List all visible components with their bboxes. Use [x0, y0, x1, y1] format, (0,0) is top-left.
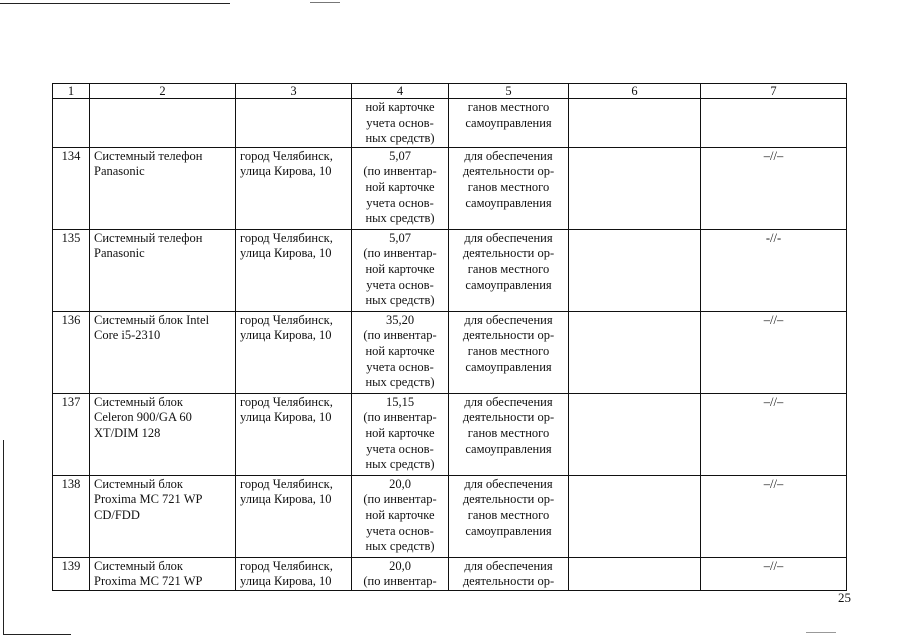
- column7-cell: –//–: [701, 393, 847, 475]
- table-row: [53, 229, 847, 311]
- cell-text: учета основ-: [366, 115, 434, 130]
- cell-text: (по инвентар-: [363, 492, 437, 507]
- cell-text: (по инвентар-: [363, 164, 437, 179]
- cell-text: город Челябинск,: [240, 394, 333, 409]
- cell-text: ных средств): [365, 131, 435, 146]
- column-number: 6: [569, 84, 701, 99]
- table-row: [53, 147, 847, 229]
- scan-artifact-bottom-right: [806, 632, 836, 633]
- column6-cell: [569, 311, 701, 393]
- cell-text: ной карточке: [365, 179, 435, 194]
- cell-text: 15,15: [385, 394, 415, 409]
- cell-text: деятельности ор-: [462, 410, 555, 425]
- purpose-cell: [449, 475, 569, 557]
- cell-text: для обеспечения: [464, 312, 553, 327]
- cell-text: (по инвентар-: [363, 246, 437, 261]
- cell-text: улица Кирова, 10: [240, 164, 332, 179]
- cell-text: 35,20: [385, 312, 415, 327]
- item-name-cell: [90, 311, 236, 393]
- cell-text: XT/DIM 128: [94, 425, 161, 440]
- item-name-cell: [90, 557, 236, 590]
- purpose-cell: [449, 393, 569, 475]
- cell-text: 5,07: [389, 148, 411, 163]
- cell-text: Core i5-2310: [94, 328, 161, 343]
- cell-text: учета основ-: [366, 523, 434, 538]
- column-number: 2: [90, 84, 236, 99]
- cell-text: ных средств): [365, 539, 435, 554]
- cell-text: ганов местного: [467, 507, 550, 522]
- purpose-cell: [449, 99, 569, 148]
- cell-text: (по инвентар-: [363, 574, 437, 589]
- scan-artifact-top: [0, 3, 230, 4]
- item-name-cell: [90, 229, 236, 311]
- cell-text: ной карточке: [365, 507, 435, 522]
- cell-text: деятельности ор-: [462, 164, 555, 179]
- cell-text: деятельности ор-: [462, 492, 555, 507]
- table-row: [53, 557, 847, 590]
- cell-text: для обеспечения: [464, 558, 553, 573]
- cell-text: город Челябинск,: [240, 476, 333, 491]
- value-cell: [352, 311, 449, 393]
- address-cell: [236, 147, 352, 229]
- value-cell: [352, 229, 449, 311]
- column-number: 1: [53, 84, 90, 99]
- purpose-cell: [449, 229, 569, 311]
- cell-text: Системный телефон: [94, 148, 203, 163]
- cell-text: деятельности ор-: [462, 574, 555, 589]
- continuation-row: [53, 99, 847, 148]
- cell-text: Celeron 900/GA 60: [94, 410, 192, 425]
- cell-text: учета основ-: [366, 277, 434, 292]
- column-number: 7: [701, 84, 847, 99]
- cell-text: 5,07: [389, 230, 411, 245]
- purpose-cell: [449, 311, 569, 393]
- column7-cell: –//–: [701, 475, 847, 557]
- cell-text: ной карточке: [365, 425, 435, 440]
- scan-artifact-top-right: [310, 2, 340, 3]
- cell-text: CD/FDD: [94, 507, 140, 522]
- cell-text: ганов местного: [467, 425, 550, 440]
- cell-text: ганов местного: [467, 100, 550, 114]
- cell-text: город Челябинск,: [240, 312, 333, 327]
- cell-text: ной карточке: [365, 261, 435, 276]
- cell-text: улица Кирова, 10: [240, 328, 332, 343]
- column6-cell: [569, 557, 701, 590]
- column6-cell: [569, 229, 701, 311]
- item-name-cell: [90, 147, 236, 229]
- cell-text: Proxima MC 721 WP: [94, 574, 203, 589]
- cell-text: улица Кирова, 10: [240, 574, 332, 589]
- cell-text: ганов местного: [467, 179, 550, 194]
- column7-cell: –//–: [701, 557, 847, 590]
- cell-text: (по инвентар-: [363, 328, 437, 343]
- row-number-cell: 137: [53, 393, 90, 475]
- cell-text: улица Кирова, 10: [240, 410, 332, 425]
- column7-cell: –//–: [701, 147, 847, 229]
- cell-text: улица Кирова, 10: [240, 246, 332, 261]
- cell-text: ных средств): [365, 457, 435, 472]
- column-number: 4: [352, 84, 449, 99]
- cell-text: для обеспечения: [464, 148, 553, 163]
- cell-text: самоуправления: [465, 359, 552, 374]
- column6-cell: [569, 393, 701, 475]
- value-cell: [352, 475, 449, 557]
- cell-text: Системный блок: [94, 394, 184, 409]
- column7-cell: –//–: [701, 311, 847, 393]
- cell-text: Системный телефон: [94, 230, 203, 245]
- column6-cell: [569, 475, 701, 557]
- row-number-cell: 138: [53, 475, 90, 557]
- cell-text: Системный блок: [94, 476, 184, 491]
- page-number: 25: [838, 590, 851, 605]
- column6-cell: [569, 147, 701, 229]
- cell-text: учета основ-: [366, 195, 434, 210]
- cell-text: город Челябинск,: [240, 558, 333, 573]
- row-number-cell: 139: [53, 557, 90, 590]
- cell-text: самоуправления: [465, 115, 552, 130]
- value-cell: [352, 99, 449, 148]
- table-row: [53, 475, 847, 557]
- cell-text: Panasonic: [94, 164, 145, 179]
- column-number: 3: [236, 84, 352, 99]
- column-number: 5: [449, 84, 569, 99]
- value-cell: [352, 557, 449, 590]
- cell-text: для обеспечения: [464, 476, 553, 491]
- cell-text: деятельности ор-: [462, 246, 555, 261]
- address-cell: [236, 557, 352, 590]
- cell-text: самоуправления: [465, 523, 552, 538]
- cell-text: ганов местного: [467, 343, 550, 358]
- cell-text: ганов местного: [467, 261, 550, 276]
- scan-artifact-left: [3, 440, 4, 635]
- cell-text: ной карточке: [365, 343, 435, 358]
- cell-text: (по инвентар-: [363, 410, 437, 425]
- cell-text: Proxima MC 721 WP: [94, 492, 203, 507]
- cell-text: ной карточке: [365, 100, 435, 114]
- item-name-cell: [90, 475, 236, 557]
- purpose-cell: [449, 147, 569, 229]
- column-number-row: [53, 84, 847, 99]
- row-number-cell: 135: [53, 229, 90, 311]
- address-cell: [236, 229, 352, 311]
- column7-cell: -//-: [701, 229, 847, 311]
- table-row: [53, 393, 847, 475]
- cell-text: ных средств): [365, 211, 435, 226]
- item-name-cell: [90, 393, 236, 475]
- cell-text: город Челябинск,: [240, 148, 333, 163]
- value-cell: [352, 147, 449, 229]
- cell-text: город Челябинск,: [240, 230, 333, 245]
- cell-text: улица Кирова, 10: [240, 492, 332, 507]
- inventory-table: [52, 83, 847, 591]
- cell-text: ных средств): [365, 293, 435, 308]
- cell-text: самоуправления: [465, 441, 552, 456]
- cell-text: для обеспечения: [464, 230, 553, 245]
- row-number-cell: 136: [53, 311, 90, 393]
- scan-artifact-bottom: [3, 634, 71, 635]
- cell-text: 20,0: [389, 476, 411, 491]
- address-cell: [236, 311, 352, 393]
- value-cell: [352, 393, 449, 475]
- cell-text: для обеспечения: [464, 394, 553, 409]
- cell-text: деятельности ор-: [462, 328, 555, 343]
- row-number-cell: 134: [53, 147, 90, 229]
- cell-text: 20,0: [389, 558, 411, 573]
- cell-text: учета основ-: [366, 441, 434, 456]
- cell-text: самоуправления: [465, 277, 552, 292]
- cell-text: самоуправления: [465, 195, 552, 210]
- address-cell: [236, 393, 352, 475]
- purpose-cell: [449, 557, 569, 590]
- cell-text: Системный блок Intel: [94, 312, 210, 327]
- table-row: [53, 311, 847, 393]
- cell-text: Panasonic: [94, 246, 145, 261]
- address-cell: [236, 475, 352, 557]
- cell-text: ных средств): [365, 375, 435, 390]
- cell-text: Системный блок: [94, 558, 184, 573]
- cell-text: учета основ-: [366, 359, 434, 374]
